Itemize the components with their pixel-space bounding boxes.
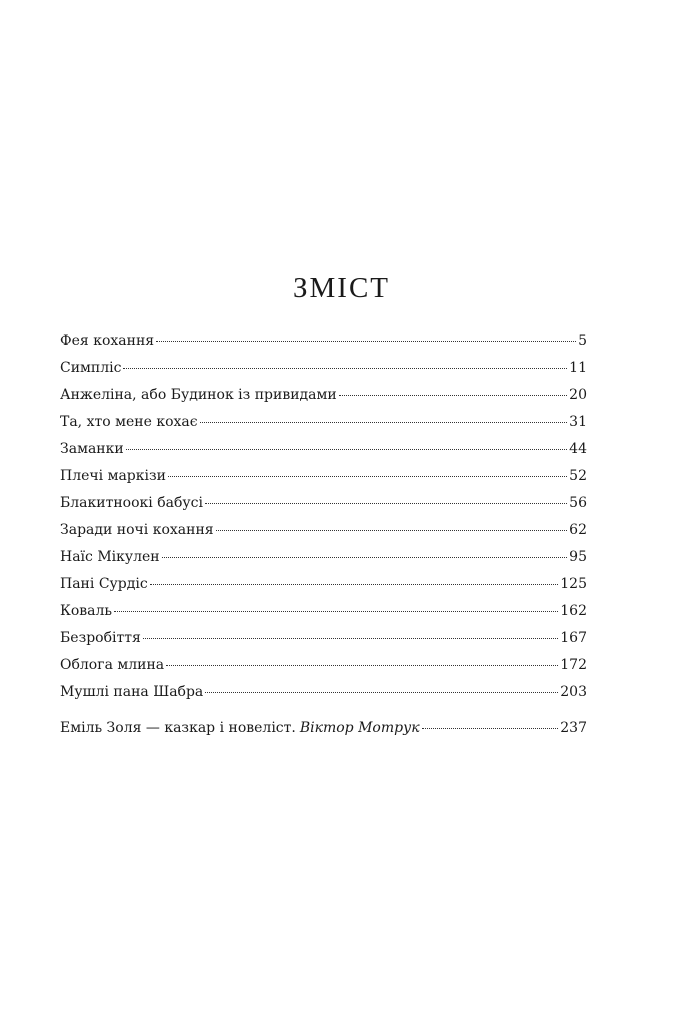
toc-entry[interactable]: [60, 656, 587, 683]
toc-entry-title: Плечі маркізи: [60, 468, 166, 484]
toc-entry[interactable]: [60, 467, 587, 494]
toc-entry-page: 172: [560, 657, 587, 673]
dot-leader: [143, 638, 558, 639]
toc-entry-title: Анжеліна, або Будинок із привидами: [60, 387, 337, 403]
toc-entry-title: Мушлі пана Шабра: [60, 684, 204, 700]
toc-entry-page: 5: [578, 333, 587, 349]
toc-entry-title: Наїс Мікулен: [60, 549, 160, 565]
dot-leader: [162, 557, 568, 558]
toc-entry-page: 237: [560, 720, 587, 736]
toc-entry[interactable]: [60, 521, 587, 548]
toc-entry-title: Безробіття: [60, 630, 141, 646]
toc-entry-title: Блакитноокі бабусі: [60, 495, 203, 511]
dot-leader: [205, 692, 558, 693]
toc-entry-title: Заманки: [60, 441, 124, 457]
toc-entry-page: 11: [569, 360, 587, 376]
toc-entry[interactable]: [60, 575, 587, 602]
toc-entry-title: Еміль Золя — казкар і новеліст.: [60, 720, 296, 736]
toc-entry[interactable]: [60, 602, 587, 629]
toc-entry-page: 62: [569, 522, 587, 538]
toc-entry-page: 56: [569, 495, 587, 511]
toc-entry-title: Симпліс: [60, 360, 122, 376]
dot-leader: [156, 341, 576, 342]
toc-entry[interactable]: [60, 548, 587, 575]
page-title: ЗМІСТ: [292, 272, 391, 304]
dot-leader: [114, 611, 558, 612]
toc-entry-title: Та, хто мене кохає: [60, 414, 198, 430]
toc-entry-title: Коваль: [60, 603, 113, 619]
toc-entry-page: 167: [560, 630, 587, 646]
toc-entry-page: 20: [569, 387, 587, 403]
toc-entry-page: 162: [560, 603, 587, 619]
toc-entry[interactable]: [60, 386, 587, 413]
dot-leader: [216, 530, 568, 531]
toc-entry-page: 31: [569, 414, 587, 430]
toc-entry[interactable]: [60, 494, 587, 521]
toc-entry-page: 125: [560, 576, 587, 592]
toc-entry[interactable]: [60, 683, 587, 710]
toc-entry-page: 44: [569, 441, 587, 457]
dot-leader: [339, 395, 567, 396]
dot-leader: [168, 476, 567, 477]
dot-leader: [166, 665, 558, 666]
table-of-contents: [60, 332, 587, 746]
toc-entry[interactable]: [60, 440, 587, 467]
toc-entry-page: 52: [569, 468, 587, 484]
toc-entry-author: Віктор Мотрук: [299, 720, 420, 736]
toc-entry-title: Заради ночі кохання: [60, 522, 214, 538]
dot-leader: [205, 503, 567, 504]
toc-entry-title: Пані Сурдіс: [60, 576, 148, 592]
toc-entry-page: 95: [569, 549, 587, 565]
toc-entry[interactable]: [60, 629, 587, 656]
toc-entry-title: Фея кохання: [60, 333, 155, 349]
dot-leader: [150, 584, 559, 585]
toc-entry[interactable]: [60, 413, 587, 440]
dot-leader: [422, 728, 559, 729]
dot-leader: [123, 368, 567, 369]
toc-entry-afterword[interactable]: [60, 719, 587, 746]
dot-leader: [200, 422, 568, 423]
toc-entry[interactable]: [60, 332, 587, 359]
toc-entry-page: 203: [560, 684, 587, 700]
toc-entry[interactable]: [60, 359, 587, 386]
dot-leader: [126, 449, 567, 450]
toc-entry-title: Облога млина: [60, 657, 165, 673]
